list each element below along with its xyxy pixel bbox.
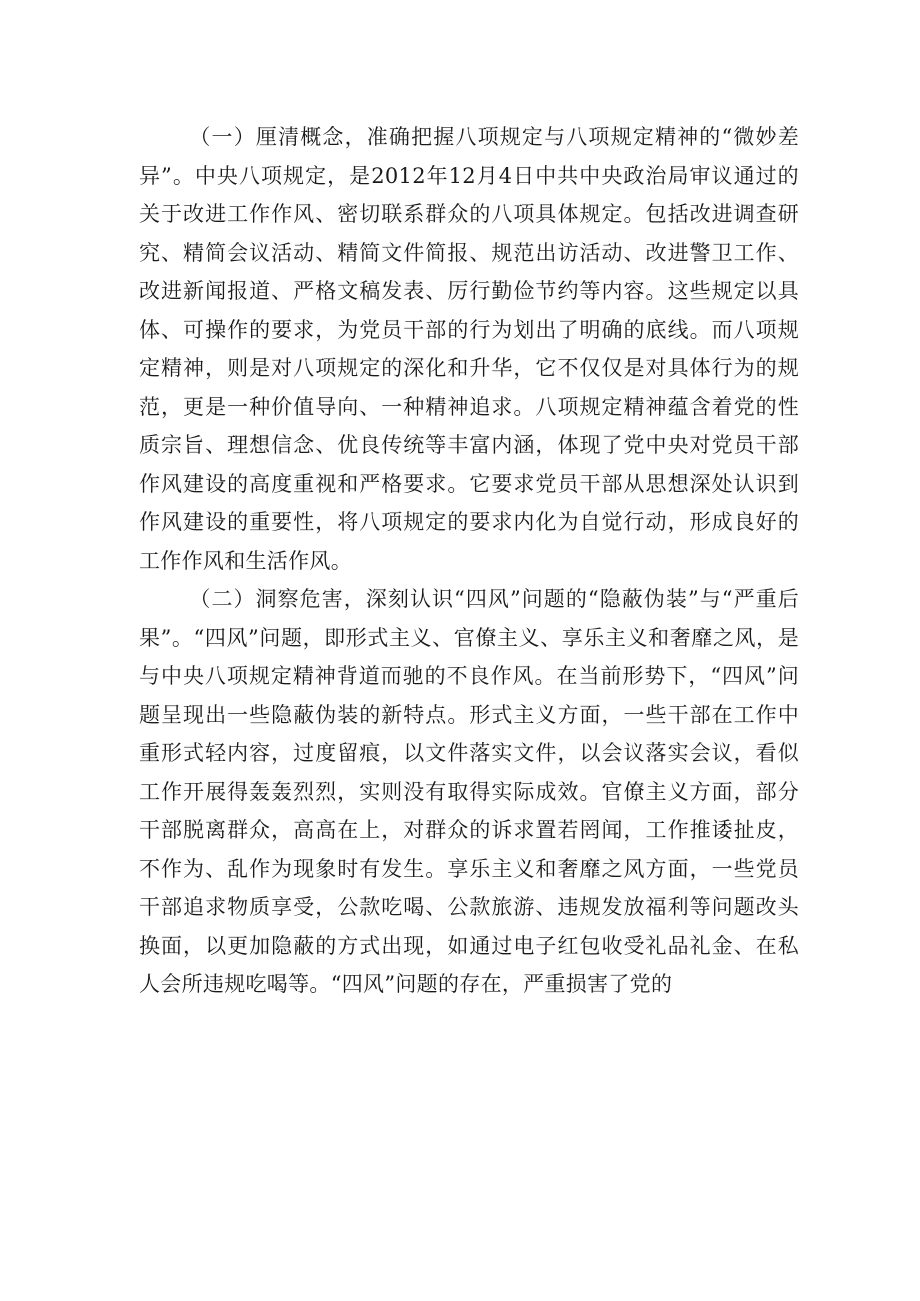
- paragraph-1: （一）厘清概念，准确把握八项规定与八项规定精神的“微妙差异”。中央八项规定，是2012年12月4日中共中央政治局审议通过的关于改进工作作风、密切联系群众的八项具体规定。包括改进调查研究、精简会议活动、精简文件简报、规范出访活动、改进警卫工作、改进新闻报道、严格文稿发表、厉行勤俭节约等内容。这些规定以具体、可操作的要求，为党员干部的行为划出了明确的底线。而八项规定精神，则是对八项规定的深化和升华，它不仅仅是对具体行为的规范，更是一种价值导向、一种精神追求。八项规定精神蕴含着党的性质宗旨、理想信念、优良传统等丰富内涵，体现了党中央对党员干部作风建设的高度重视和严格要求。它要求党员干部从思想深处认识到作风建设的重要性，将八项规定的要求内化为自觉行动，形成良好的工作作风和生活作风。: [139, 125, 799, 573]
- paragraph-2: （二）洞察危害，深刻认识“四风”问题的“隐蔽伪装”与“严重后果”。“四风”问题，即形式主义、官僚主义、享乐主义和奢靡之风，是与中央八项规定精神背道而驰的不良作风。在当前形势下，“四风”问题呈现出一些隐蔽伪装的新特点。形式主义方面，一些干部在工作中重形式轻内容，过度留痕，以文件落实文件，以会议落实会议，看似工作开展得轰轰烈烈，实则没有取得实际成效。官僚主义方面，部分干部脱离群众，高高在上，对群众的诉求置若罔闻，工作推诿扯皮，不作为、乱作为现象时有发生。享乐主义和奢靡之风方面，一些党员干部追求物质享受，公款吃喝、公款旅游、违规发放福利等问题改头换面，以更加隐蔽的方式出现，如通过电子红包收受礼品礼金、在私人会所违规吃喝等。“四风”问题的存在，严重损害了党的: [139, 587, 799, 996]
- document-body: [139, 118, 799, 1004]
